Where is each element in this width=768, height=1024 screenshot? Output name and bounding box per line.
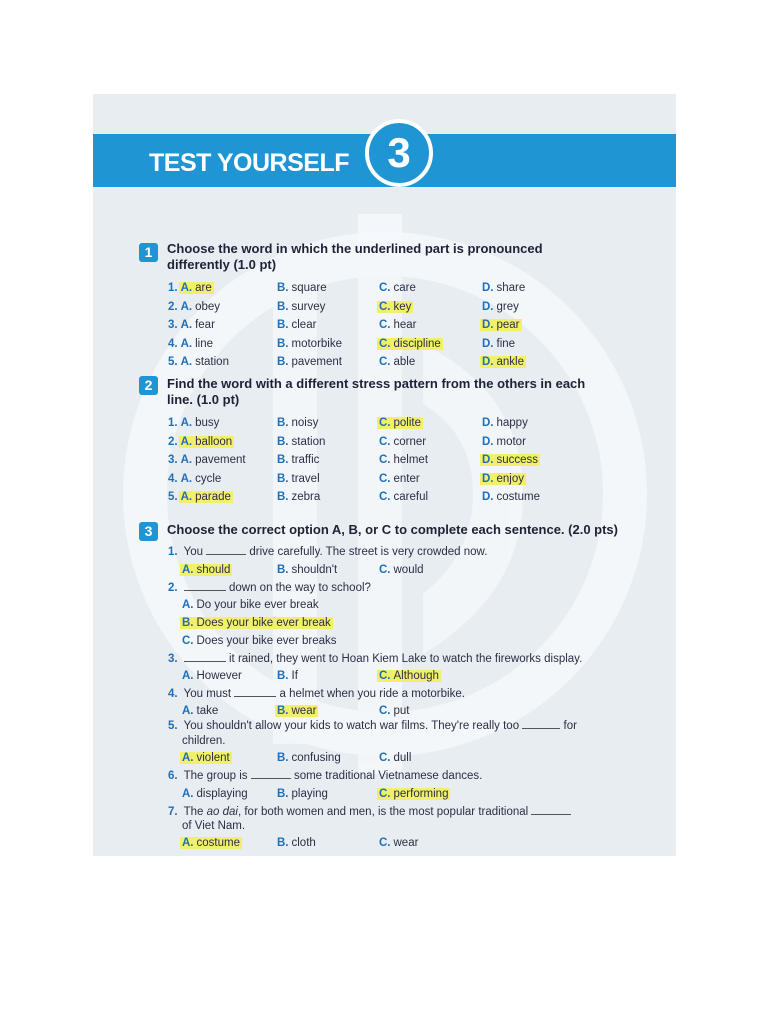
option-word: clear [291, 319, 317, 331]
option-letter: C. [379, 282, 391, 294]
option-b[interactable] [277, 471, 320, 488]
option-word: share [496, 282, 526, 294]
choice-c[interactable] [379, 703, 410, 720]
option-b[interactable] [277, 489, 320, 506]
section1-row-3 [93, 317, 676, 334]
choice-text: Do your bike ever break [196, 599, 319, 611]
option-letter: C. [379, 417, 391, 429]
option-word: travel [291, 472, 320, 485]
option-letter: D. [482, 417, 494, 429]
option-a[interactable] [168, 336, 213, 353]
stem-italic-text: ao dai [206, 806, 238, 818]
question-7-stem [168, 805, 571, 820]
option-word: fine [496, 337, 516, 350]
option-word: polite [393, 417, 421, 429]
choice-letter: A. [182, 564, 194, 576]
choice-letter: C. [379, 705, 391, 717]
section2-row-5 [93, 489, 676, 506]
section-1-number: 1 [139, 243, 158, 262]
option-letter: C. [379, 337, 391, 350]
option-letter: D. [482, 491, 494, 503]
stem-text: You shouldn't allow your kids to watch war films. They're really too [183, 720, 520, 732]
option-letter: A. [180, 454, 193, 466]
option-word: balloon [195, 435, 233, 448]
item-number: 2. [168, 435, 178, 448]
option-letter: C. [379, 435, 391, 448]
option-d[interactable] [482, 471, 526, 488]
option-a[interactable] [168, 489, 233, 506]
choice-c[interactable] [379, 668, 441, 685]
option-c[interactable] [379, 452, 428, 469]
option-a[interactable] [168, 354, 229, 371]
choice-text: violent [196, 752, 230, 764]
choice-c[interactable] [379, 562, 424, 579]
option-d[interactable] [482, 280, 525, 297]
option-word: ankle [496, 356, 524, 368]
question-2-stem [168, 581, 371, 596]
choice-b[interactable] [277, 668, 298, 685]
section1-row-1 [93, 280, 676, 297]
section-1-title [167, 241, 543, 273]
option-word: helmet [393, 454, 429, 466]
option-word: obey [195, 300, 221, 313]
choice-text: Does your bike ever break [196, 617, 331, 629]
option-c[interactable] [379, 336, 443, 353]
item-number: 3. [168, 454, 178, 466]
option-letter: B. [277, 319, 289, 331]
option-c[interactable] [379, 415, 423, 432]
choice-text: displaying [196, 788, 248, 800]
choice-letter: B. [277, 670, 289, 682]
section-2-title [167, 376, 585, 408]
option-letter: B. [277, 435, 289, 448]
choice-text: wear [393, 837, 419, 849]
answer-blank [234, 687, 276, 697]
option-word: station [291, 435, 326, 448]
option-word: grey [496, 300, 519, 313]
option-letter: C. [379, 454, 391, 466]
answer-blank [206, 545, 246, 555]
option-letter: D. [482, 454, 494, 466]
section-3-number: 3 [139, 522, 158, 541]
choice-b[interactable] [277, 562, 337, 579]
choice-text: costume [196, 837, 240, 849]
item-number: 1. [168, 417, 178, 429]
option-letter: D. [482, 472, 494, 485]
stem-text: You must [183, 688, 232, 700]
question-3-stem [168, 652, 582, 667]
option-letter: C. [379, 472, 391, 485]
option-letter: D. [482, 337, 494, 350]
option-letter: B. [277, 282, 289, 294]
option-letter: A. [180, 417, 193, 429]
option-word: motor [496, 435, 526, 448]
option-word: key [393, 300, 412, 313]
item-number: 4. [168, 472, 178, 485]
option-word: able [393, 356, 416, 368]
option-a[interactable] [168, 317, 215, 334]
option-word: noisy [291, 417, 319, 429]
option-a[interactable] [168, 471, 221, 488]
option-word: are [195, 282, 212, 294]
choice-letter: A. [182, 670, 194, 682]
choice-text: shouldn't [291, 564, 338, 576]
question-5-stem [168, 719, 577, 734]
option-d[interactable] [482, 336, 515, 353]
option-a[interactable] [168, 415, 219, 432]
option-d[interactable] [482, 415, 528, 432]
section2-row-2 [93, 434, 676, 451]
option-letter: B. [277, 356, 289, 368]
option-word: corner [393, 435, 427, 448]
option-word: happy [496, 417, 528, 429]
option-word: discipline [393, 337, 441, 350]
option-letter: A. [180, 356, 193, 368]
section2-row-4 [93, 471, 676, 488]
option-c[interactable] [379, 434, 426, 451]
item-number: 5. [168, 356, 178, 368]
worksheet-page [93, 94, 676, 856]
choice-text: put [393, 705, 410, 717]
option-letter: C. [379, 319, 391, 331]
option-word: parade [195, 491, 231, 503]
section-3-title: Choose the correct option A, B, or C to complete each sentence. (2.0 pts) [167, 522, 618, 537]
answer-blank [522, 719, 560, 729]
option-d[interactable] [482, 489, 540, 506]
choice-text: take [196, 705, 219, 717]
test-number-badge: 3 [365, 119, 433, 187]
option-letter: A. [180, 491, 193, 503]
choice-text: If [291, 670, 298, 682]
choice-b[interactable] [277, 835, 316, 852]
stem-text: down on the way to school? [229, 582, 371, 594]
question-7-stem-line2: of Viet Nam. [182, 820, 246, 832]
question-1-stem [168, 545, 487, 560]
stem-text: You [183, 546, 203, 558]
option-d[interactable] [482, 354, 526, 371]
option-word: pear [496, 319, 520, 331]
question-number: 5. [168, 720, 178, 732]
choice-text: Does your bike ever breaks [196, 635, 337, 647]
section1-row-2 [93, 299, 676, 316]
choice-letter: A. [182, 752, 194, 764]
option-b[interactable] [277, 434, 325, 451]
choice-text: wear [291, 705, 317, 717]
choice-letter: B. [277, 837, 289, 849]
option-word: fear [195, 319, 215, 331]
option-letter: A. [180, 472, 193, 485]
item-number: 2. [168, 300, 178, 313]
choice-letter: A. [182, 837, 194, 849]
choice-letter: B. [182, 617, 194, 629]
choice-b[interactable] [277, 786, 328, 803]
answer-blank [184, 581, 226, 591]
option-letter: B. [277, 337, 289, 350]
choice-a[interactable] [182, 668, 242, 685]
choice-text: playing [291, 788, 328, 800]
option-word: zebra [291, 491, 321, 503]
option-word: cycle [195, 472, 222, 485]
stem-text: The group is [183, 770, 248, 782]
choice-b[interactable] [182, 615, 333, 632]
answer-blank [531, 805, 571, 815]
answer-blank [251, 769, 291, 779]
choice-b[interactable] [277, 703, 318, 720]
option-b[interactable] [277, 452, 319, 469]
choice-letter: C. [379, 837, 391, 849]
option-word: line [195, 337, 213, 350]
question-number: 7. [168, 806, 178, 818]
section-2-title-line2: line. (1.0 pt) [167, 392, 240, 407]
choice-text: should [196, 564, 231, 576]
option-word: traffic [291, 454, 320, 466]
choice-text: dull [393, 752, 412, 764]
choice-a[interactable] [182, 786, 248, 803]
option-word: pavement [291, 356, 343, 368]
item-number: 3. [168, 319, 178, 331]
option-letter: A. [180, 319, 193, 331]
item-number: 4. [168, 337, 178, 350]
question-number: 4. [168, 688, 178, 700]
option-letter: B. [277, 417, 289, 429]
option-word: enter [393, 472, 420, 485]
option-b[interactable] [277, 280, 327, 297]
option-d[interactable] [482, 317, 522, 334]
choice-a[interactable] [182, 597, 319, 614]
option-a[interactable] [168, 280, 214, 297]
option-letter: C. [379, 491, 391, 503]
option-letter: D. [482, 435, 494, 448]
section-2-title-line1: Find the word with a different stress pattern from the others in each [167, 376, 586, 391]
option-b[interactable] [277, 354, 342, 371]
section-2-number: 2 [139, 376, 158, 395]
option-letter: D. [482, 282, 494, 294]
option-letter: B. [277, 472, 289, 485]
item-number: 5. [168, 491, 178, 503]
choice-letter: C. [379, 670, 391, 682]
choice-text: would [393, 564, 424, 576]
option-word: pavement [195, 454, 246, 466]
option-letter: D. [482, 356, 494, 368]
option-c[interactable] [379, 317, 417, 334]
option-b[interactable] [277, 415, 318, 432]
choice-letter: A. [182, 599, 194, 611]
question-number: 2. [168, 582, 178, 594]
section1-row-5 [93, 354, 676, 371]
choice-text: confusing [291, 752, 341, 764]
option-c[interactable] [379, 471, 420, 488]
choice-letter: B. [277, 564, 289, 576]
option-word: square [291, 282, 327, 294]
choice-text: Although [393, 670, 439, 682]
choice-a[interactable] [182, 750, 232, 767]
option-letter: D. [482, 319, 494, 331]
stem-text: The [183, 806, 204, 818]
choice-c[interactable] [379, 835, 418, 852]
choice-letter: B. [277, 705, 289, 717]
option-word: costume [496, 491, 540, 503]
option-d[interactable] [482, 299, 519, 316]
choice-text: However [196, 670, 242, 682]
option-letter: A. [180, 300, 193, 313]
option-a[interactable] [168, 452, 246, 469]
page-title: TEST YOURSELF [149, 149, 350, 177]
option-word: survey [291, 300, 326, 313]
option-word: busy [195, 417, 220, 429]
section1-row-4 [93, 336, 676, 353]
stem-text: some traditional Vietnamese dances. [293, 770, 483, 782]
choice-letter: C. [379, 564, 391, 576]
question-4-stem [168, 687, 465, 702]
option-word: enjoy [496, 472, 524, 485]
option-c[interactable] [379, 354, 415, 371]
choice-a[interactable] [182, 835, 242, 852]
item-number: 1. [168, 282, 178, 294]
option-letter: A. [180, 337, 193, 350]
option-letter: C. [379, 300, 391, 313]
stem-text: drive carefully. The street is very crowded now. [249, 546, 488, 558]
option-c[interactable] [379, 280, 416, 297]
option-b[interactable] [277, 336, 342, 353]
option-word: station [195, 356, 229, 368]
option-letter: C. [379, 356, 391, 368]
section2-row-3 [93, 452, 676, 469]
choice-letter: C. [379, 752, 391, 764]
option-d[interactable] [482, 452, 540, 469]
option-letter: A. [180, 282, 193, 294]
option-letter: B. [277, 300, 289, 313]
option-word: motorbike [291, 337, 342, 350]
section-1-title-line1: Choose the word in which the underlined part is pronounced [167, 241, 543, 256]
question-number: 6. [168, 770, 178, 782]
choice-letter: B. [277, 788, 289, 800]
option-letter: D. [482, 300, 494, 313]
option-b[interactable] [277, 299, 325, 316]
choice-c[interactable] [182, 633, 336, 650]
option-c[interactable] [379, 299, 413, 316]
option-a[interactable] [168, 434, 234, 451]
section2-row-1 [93, 415, 676, 432]
option-b[interactable] [277, 317, 316, 334]
choice-text: cloth [291, 837, 316, 849]
stem-text: , for both women and men, is the most popular traditional [237, 806, 529, 818]
choice-c[interactable] [379, 786, 450, 803]
choice-text: performing [393, 788, 449, 800]
question-6-stem [168, 769, 482, 784]
choice-b[interactable] [277, 750, 341, 767]
option-word: success [496, 454, 539, 466]
choice-a[interactable] [182, 562, 232, 579]
choice-letter: B. [277, 752, 289, 764]
option-letter: B. [277, 491, 289, 503]
choice-letter: C. [379, 788, 391, 800]
option-word: hear [393, 319, 417, 331]
answer-blank [184, 652, 226, 662]
option-letter: A. [180, 435, 193, 448]
choice-letter: A. [182, 705, 194, 717]
stem-text: for [563, 720, 577, 732]
choice-letter: C. [182, 635, 194, 647]
option-c[interactable] [379, 489, 428, 506]
stem-text: it rained, they went to Hoan Kiem Lake to watch the fireworks display. [229, 653, 583, 665]
section-1-title-line2: differently (1.0 pt) [167, 257, 277, 272]
choice-letter: A. [182, 788, 194, 800]
option-letter: B. [277, 454, 289, 466]
option-word: careful [393, 491, 429, 503]
stem-text: a helmet when you ride a motorbike. [279, 688, 465, 700]
choice-c[interactable] [379, 750, 411, 767]
question-number: 3. [168, 653, 178, 665]
choice-a[interactable] [182, 703, 218, 720]
option-word: care [393, 282, 416, 294]
option-d[interactable] [482, 434, 526, 451]
question-5-stem-line2: children. [182, 735, 226, 747]
question-number: 1. [168, 546, 178, 558]
option-a[interactable] [168, 299, 220, 316]
